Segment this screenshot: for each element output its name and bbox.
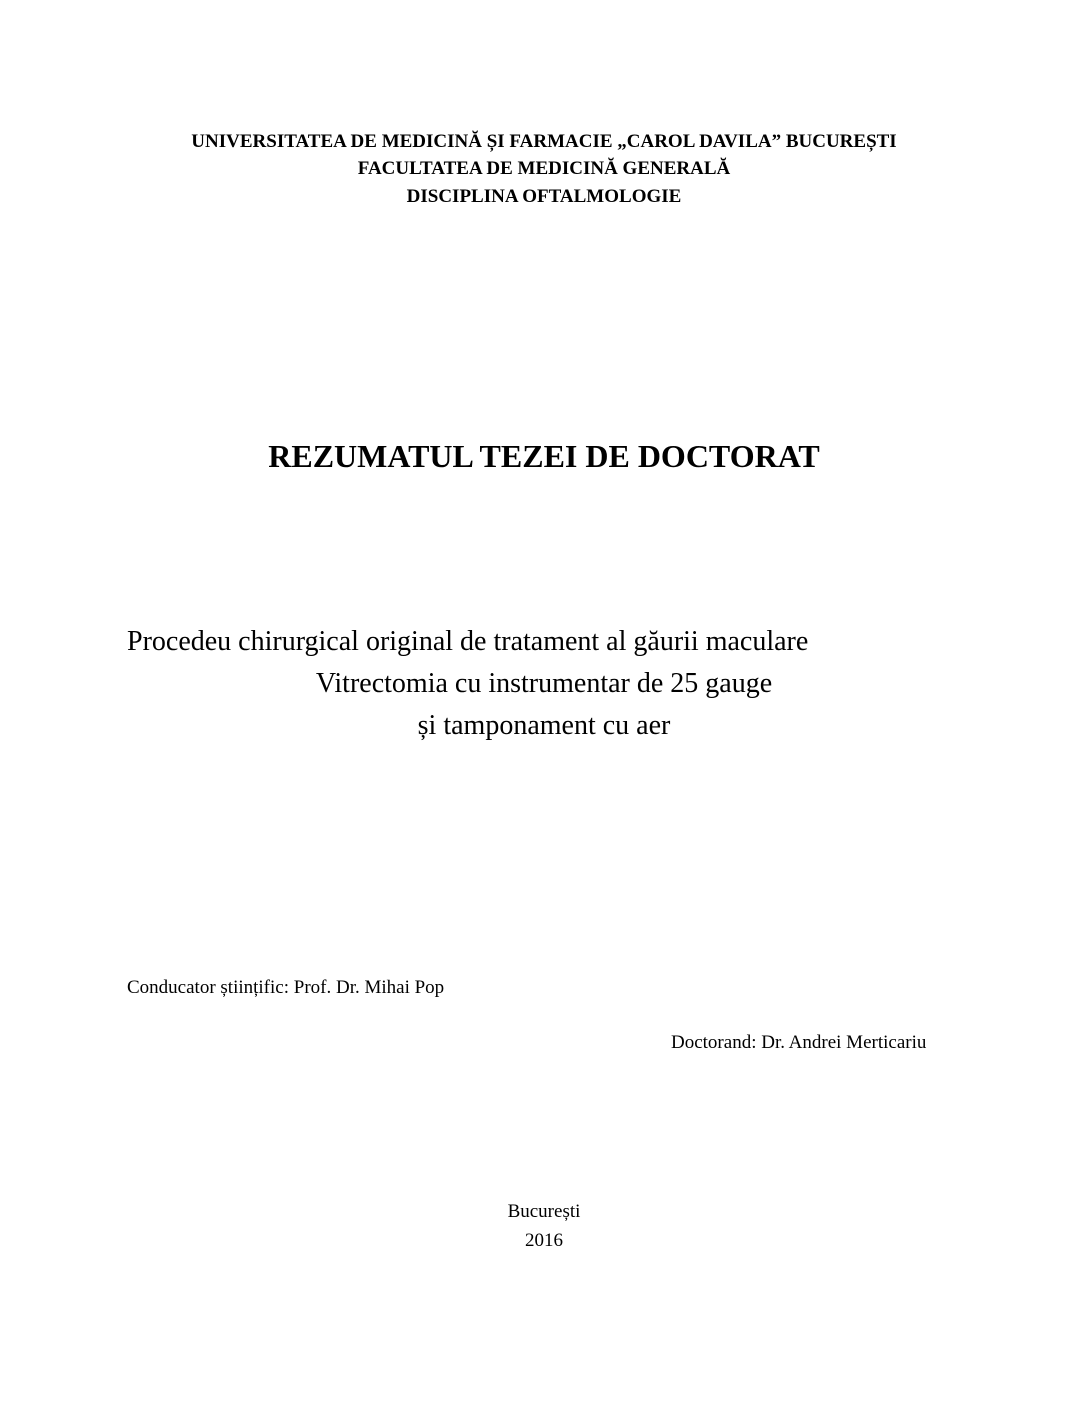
discipline-name: DISCIPLINA OFTALMOLOGIE bbox=[406, 186, 682, 207]
scientific-supervisor: Conducator științific: Prof. Dr. Mihai Pop bbox=[127, 977, 445, 998]
thesis-title-line-3: și tamponament cu aer bbox=[417, 710, 671, 741]
doctoral-candidate: Doctorand: Dr. Andrei Merticariu bbox=[671, 1032, 927, 1053]
faculty-name: FACULTATEA DE MEDICINĂ GENERALĂ bbox=[357, 158, 731, 179]
year: 2016 bbox=[525, 1230, 563, 1251]
document-title: REZUMATUL TEZEI DE DOCTORAT bbox=[268, 438, 820, 474]
thesis-title-line-2: Vitrectomia cu instrumentar de 25 gauge bbox=[315, 668, 773, 699]
university-name: UNIVERSITATEA DE MEDICINĂ ȘI FARMACIE „CAROL DAVILA” BUCUREȘTI bbox=[191, 131, 897, 152]
thesis-title-line-1: Procedeu chirurgical original de tratament al găurii maculare bbox=[127, 626, 809, 657]
city: București bbox=[507, 1201, 581, 1222]
